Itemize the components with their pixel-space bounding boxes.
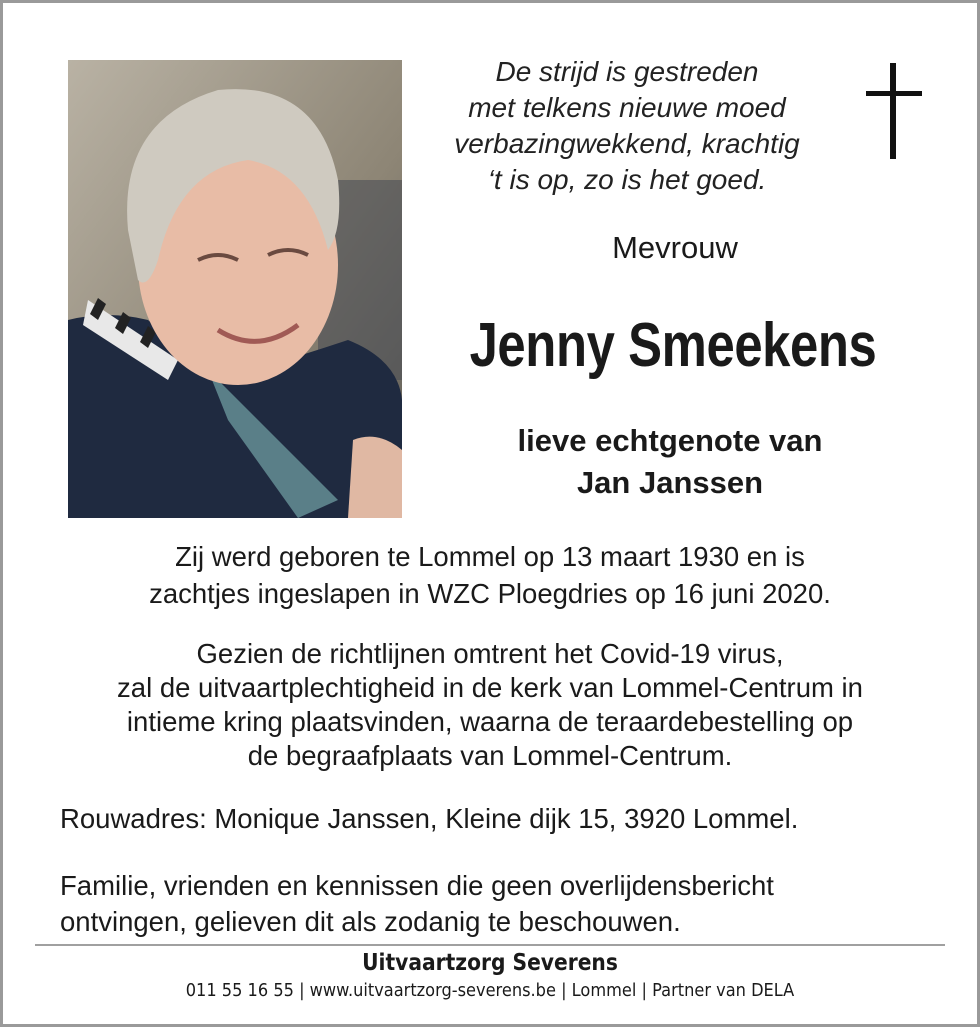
portrait-photo (68, 60, 402, 518)
mourning-address: Rouwadres: Monique Janssen, Kleine dijk 15, 3920 Lommel. (60, 803, 799, 834)
relation-line: lieve echtgenote van (517, 423, 823, 458)
poem-line: De strijd is gestreden (495, 56, 759, 87)
text-line: ontvingen, gelieven dit als zodanig te beschouwen. (60, 906, 681, 937)
family-notice (60, 868, 940, 940)
spouse-name: Jan Janssen (576, 465, 764, 500)
text-line: intieme kring plaatsvinden, waarna de teraardebestelling op (126, 706, 854, 737)
cross-icon (866, 63, 922, 159)
poem-line: verbazingwekkend, krachtig (454, 128, 800, 159)
divider (35, 944, 945, 946)
text-line: Zij werd geboren te Lommel op 13 maart 1930 en is (175, 541, 805, 572)
relation (440, 420, 900, 504)
text-line: Familie, vrienden en kennissen die geen overlijdensbericht (60, 870, 774, 901)
honorific: Mevrouw (612, 230, 738, 265)
funeral-contact: 011 55 16 55 | www.uitvaartzorg-severens.be | Lommel | Partner van DELA (185, 980, 795, 1001)
text-line: zal de uitvaartplechtigheid in de kerk van Lommel-Centrum in (117, 672, 863, 703)
ceremony-paragraph (40, 637, 940, 773)
funeral-company: Uitvaartzorg Severens (362, 950, 618, 976)
birth-death-paragraph (40, 538, 940, 612)
text-line: zachtjes ingeslapen in WZC Ploegdries op 16 juni 2020. (149, 578, 831, 609)
poem (420, 54, 834, 198)
poem-line: ‘t is op, zo is het goed. (487, 164, 767, 195)
deceased-name: Jenny Smeekens (469, 311, 877, 380)
poem-line: met telkens nieuwe moed (468, 92, 786, 123)
text-line: Gezien de richtlijnen omtrent het Covid-19 virus, (196, 638, 784, 669)
text-line: de begraafplaats van Lommel-Centrum. (247, 740, 733, 771)
